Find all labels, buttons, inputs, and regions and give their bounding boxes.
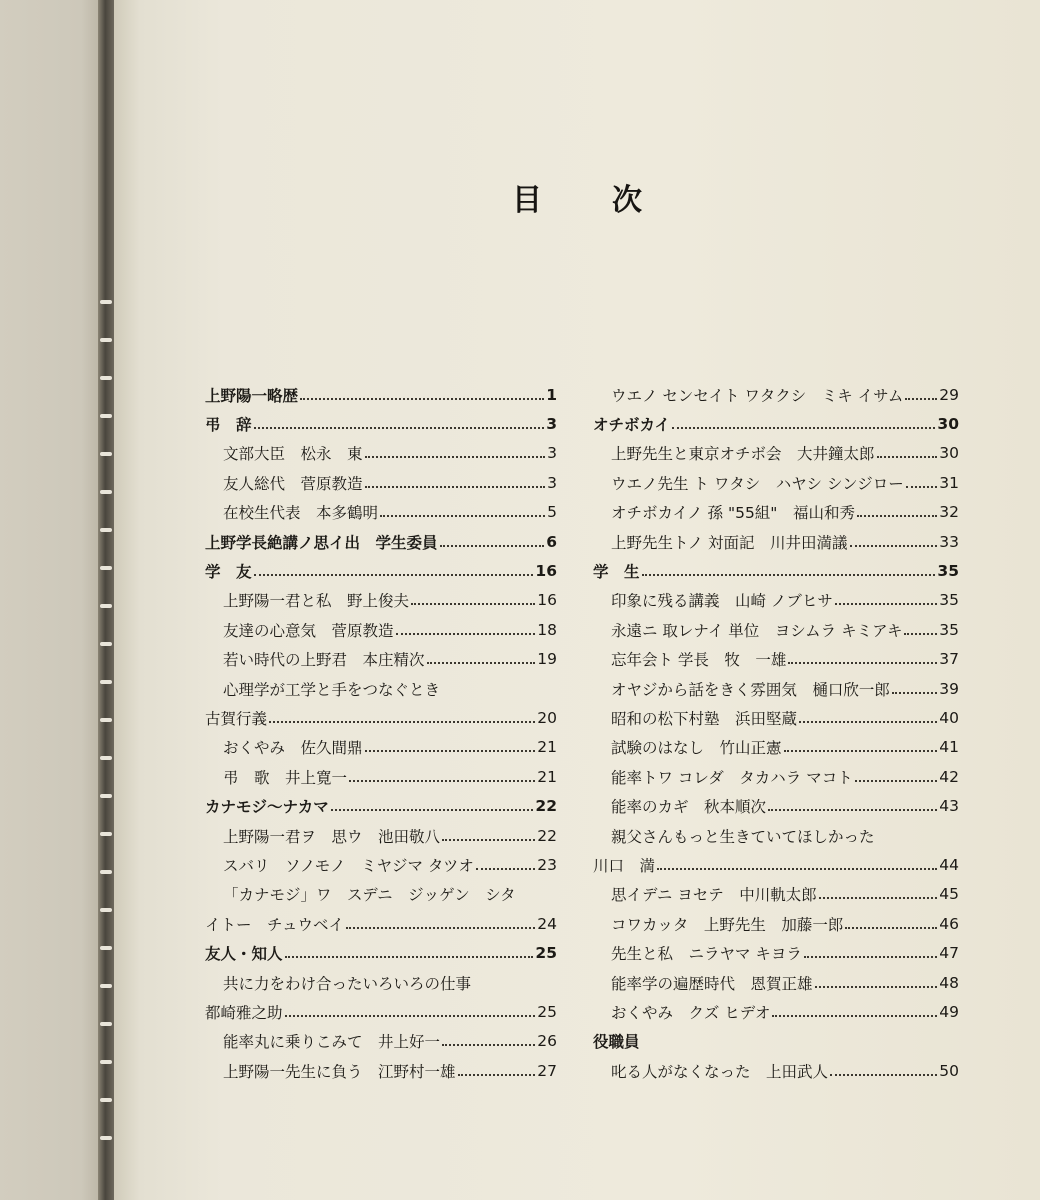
toc-dot-leader <box>458 1074 536 1076</box>
toc-entry <box>593 821 959 850</box>
toc-entry-title: 上野先生と東京オチボ会 大井鐘太郎 <box>611 445 875 464</box>
toc-dot-leader <box>905 398 937 400</box>
page-title <box>512 172 642 222</box>
toc-entry <box>593 645 959 674</box>
toc-dot-leader <box>285 1015 536 1017</box>
toc-entry <box>593 468 959 497</box>
toc-dot-leader <box>819 897 937 899</box>
toc-entry <box>593 380 959 409</box>
toc-dot-leader <box>285 956 534 958</box>
toc-entry-title: 試験のはなし 竹山正憲 <box>611 739 782 758</box>
toc-entry-title: 文部大臣 松永 東 <box>223 445 363 464</box>
title-char-2: 次 <box>612 183 642 218</box>
stitch-mark <box>100 604 112 608</box>
toc-page-number: 49 <box>939 1002 959 1021</box>
toc-page-number: 43 <box>939 797 959 816</box>
toc-entry <box>593 938 959 967</box>
toc-entry-title: 上野陽一先生に負う 江野村一雄 <box>223 1062 456 1081</box>
toc-dot-leader <box>365 456 546 458</box>
stitch-mark <box>100 870 112 874</box>
toc-page-number: 3 <box>546 415 557 434</box>
toc-dot-leader <box>835 603 937 605</box>
toc-dot-leader <box>442 1044 535 1046</box>
toc-dot-leader <box>476 868 535 870</box>
toc-entry-title: 能率のカギ 秋本順次 <box>611 798 767 817</box>
toc-entry-title: カナモジ～ナカマ <box>205 798 329 817</box>
toc-page-number: 24 <box>537 914 557 933</box>
stitch-mark <box>100 718 112 722</box>
toc-page-number: 25 <box>535 944 557 963</box>
toc-dot-leader <box>349 780 535 782</box>
toc-page-number: 41 <box>939 738 959 757</box>
toc-dot-leader <box>642 574 936 576</box>
toc-dot-leader <box>254 574 534 576</box>
toc-entry <box>205 439 557 468</box>
toc-entry-title: ウエノ先生 ト ワタシ ハヤシ シンジロー <box>611 474 904 493</box>
stitch-mark <box>100 984 112 988</box>
toc-page-number: 47 <box>939 944 959 963</box>
toc-entry-title: オヤジから話をきく雰囲気 樋口欣一郎 <box>611 680 890 699</box>
toc-entry-title: おくやみ クズ ヒデオ <box>611 1003 771 1022</box>
toc-entry-title: 能率学の遍歴時代 恩賀正雄 <box>611 974 813 993</box>
toc-entry-title: イトー チュウベイ <box>205 915 345 934</box>
toc-entry-title: 親父さんもっと生きていてほしかった <box>611 827 875 846</box>
left-page-edge <box>0 0 104 1200</box>
toc-page-number: 42 <box>939 767 959 786</box>
toc-entry <box>205 645 557 674</box>
toc-page-number: 33 <box>939 532 959 551</box>
toc-entry-title: 上野先生トノ 対面記 川井田満議 <box>611 533 848 552</box>
toc-page-number: 39 <box>939 679 959 698</box>
toc-dot-leader <box>850 545 938 547</box>
toc-dot-leader <box>411 603 535 605</box>
toc-entry <box>205 498 557 527</box>
toc-entry <box>593 586 959 615</box>
toc-entry-title: オチボカイ <box>593 416 671 435</box>
toc-entry-title: 上野陽一君ヲ 思ウ 池田敬八 <box>223 827 441 846</box>
toc-entry-title: 若い時代の上野君 本庄精次 <box>223 651 425 670</box>
toc-entry-title: 川口 満 <box>593 856 656 875</box>
toc-dot-leader <box>442 839 535 841</box>
toc-entry-title: 能率トワ コレダ タカハラ マコト <box>611 768 853 787</box>
toc-page-number: 1 <box>546 385 557 404</box>
toc-dot-leader <box>906 486 938 488</box>
toc-entry-title: 「カナモジ」ワ スデニ ジッゲン シタ <box>223 886 516 905</box>
toc-entry <box>205 762 557 791</box>
toc-page-number: 30 <box>939 444 959 463</box>
toc-dot-leader <box>855 780 938 782</box>
toc-page-number: 18 <box>537 620 557 639</box>
toc-entry <box>205 703 557 732</box>
toc-page-number: 35 <box>939 591 959 610</box>
toc-dot-leader <box>877 456 938 458</box>
toc-entry <box>593 703 959 732</box>
toc-entry <box>205 1027 557 1056</box>
toc-page-number: 48 <box>939 973 959 992</box>
toc-entry <box>593 791 959 820</box>
toc-entry-title: 印象に残る講義 山崎 ノブヒサ <box>611 592 833 611</box>
toc-dot-leader <box>300 398 544 400</box>
toc-page-number: 16 <box>535 562 557 581</box>
toc-page-number: 25 <box>537 1002 557 1021</box>
stitch-mark <box>100 490 112 494</box>
toc-entry <box>205 527 557 556</box>
toc-entry <box>205 586 557 615</box>
toc-entry <box>593 880 959 909</box>
toc-entry <box>205 997 557 1026</box>
stitch-mark <box>100 452 112 456</box>
toc-entry <box>593 968 959 997</box>
toc-dot-leader <box>857 515 937 517</box>
toc-page-number: 21 <box>537 767 557 786</box>
toc-entry-title: 忘年会ト 学長 牧 一雄 <box>611 651 787 670</box>
toc-entry-title: 役職員 <box>593 1033 640 1052</box>
stitch-mark <box>100 1136 112 1140</box>
toc-page-number: 23 <box>537 855 557 874</box>
stitch-mark <box>100 832 112 836</box>
toc-entry-title: 上野陽一略歴 <box>205 386 299 405</box>
toc-entry-title: オチボカイノ 孫 "55組" 福山和秀 <box>611 504 855 523</box>
toc-entry <box>205 615 557 644</box>
toc-entry <box>593 1027 959 1056</box>
toc-entry <box>593 909 959 938</box>
toc-dot-leader <box>396 633 536 635</box>
toc-entry <box>205 733 557 762</box>
toc-dot-leader <box>346 927 535 929</box>
toc-page-number: 19 <box>537 650 557 669</box>
toc-entry <box>205 938 557 967</box>
toc-entry <box>205 674 557 703</box>
toc-entry-title: 学 生 <box>593 563 640 582</box>
toc-page-number: 22 <box>535 797 557 816</box>
toc-entry-title: 都崎雅之助 <box>205 1003 283 1022</box>
toc-dot-leader <box>815 986 938 988</box>
toc-entry <box>593 733 959 762</box>
toc-entry <box>205 468 557 497</box>
toc-dot-leader <box>440 545 545 547</box>
toc-page-number: 32 <box>939 503 959 522</box>
toc-entry <box>205 556 557 585</box>
stitch-mark <box>100 794 112 798</box>
toc-entry <box>593 439 959 468</box>
toc-entry <box>205 409 557 438</box>
toc-entry-title: 学 友 <box>205 563 252 582</box>
toc-entry-title: 永遠ニ 取レナイ 単位 ヨシムラ キミアキ <box>611 621 903 640</box>
stitch-mark <box>100 414 112 418</box>
toc-entry <box>593 498 959 527</box>
stitch-mark <box>100 528 112 532</box>
toc-page-number: 5 <box>547 503 557 522</box>
toc-page-number: 31 <box>939 473 959 492</box>
toc-dot-leader <box>380 515 545 517</box>
toc-dot-leader <box>365 750 536 752</box>
toc-entry <box>593 556 959 585</box>
toc-page-number: 46 <box>939 914 959 933</box>
toc-dot-leader <box>788 662 937 664</box>
toc-entry-title: 友達の心意気 菅原教造 <box>223 621 394 640</box>
toc-page-number: 27 <box>537 1061 557 1080</box>
toc-page-number: 45 <box>939 885 959 904</box>
toc-entry-title: 心理学が工学と手をつなぐとき <box>223 680 441 699</box>
toc-entry-title: 弔 辞 <box>205 416 252 435</box>
toc-dot-leader <box>768 809 937 811</box>
toc-dot-leader <box>892 692 937 694</box>
toc-page-number: 29 <box>939 385 959 404</box>
stitch-mark <box>100 946 112 950</box>
toc-entry-title: 上野陽一君と私 野上俊夫 <box>223 592 410 611</box>
toc-entry <box>593 674 959 703</box>
toc-page-number: 22 <box>537 826 557 845</box>
title-char-1: 目 <box>512 183 542 218</box>
toc-entry <box>593 762 959 791</box>
toc-page-number: 21 <box>537 738 557 757</box>
stitch-mark <box>100 1098 112 1102</box>
toc-dot-leader <box>904 633 937 635</box>
toc-entry <box>205 850 557 879</box>
binding-gutter <box>98 0 114 1200</box>
toc-dot-leader <box>784 750 938 752</box>
toc-page-number: 3 <box>547 444 557 463</box>
stitch-mark <box>100 300 112 304</box>
toc-entry <box>205 968 557 997</box>
toc-dot-leader <box>427 662 536 664</box>
toc-dot-leader <box>331 809 534 811</box>
toc-entry <box>593 850 959 879</box>
toc-dot-leader <box>269 721 535 723</box>
toc-entry <box>205 909 557 938</box>
toc-entry-title: ウエノ センセイト ワタクシ ミキ イサム <box>611 386 904 405</box>
toc-dot-leader <box>657 868 937 870</box>
toc-entry-title: 友人総代 菅原教造 <box>223 474 363 493</box>
toc-entry <box>593 409 959 438</box>
toc-entry <box>593 527 959 556</box>
stitch-mark <box>100 338 112 342</box>
toc-entry <box>205 791 557 820</box>
toc-entry <box>205 821 557 850</box>
toc-page-number: 44 <box>939 855 959 874</box>
stitch-mark <box>100 1022 112 1026</box>
stitch-mark <box>100 642 112 646</box>
toc-entry-title: 叱る人がなくなった 上田武人 <box>611 1062 829 1081</box>
toc-entry <box>593 1056 959 1085</box>
toc-dot-leader <box>254 427 545 429</box>
toc-entry <box>205 880 557 909</box>
toc-dot-leader <box>804 956 937 958</box>
toc-page-number: 20 <box>537 708 557 727</box>
toc-dot-leader <box>830 1074 937 1076</box>
toc-page-number: 35 <box>937 562 959 581</box>
toc-entry-title: コワカッタ 上野先生 加藤一郎 <box>611 915 844 934</box>
toc-column-right <box>593 380 959 1085</box>
stitch-mark <box>100 566 112 570</box>
toc-entry <box>593 997 959 1026</box>
stitch-mark <box>100 680 112 684</box>
toc-entry-title: 思イデニ ヨセテ 中川軌太郎 <box>611 886 817 905</box>
toc-dot-leader <box>672 427 935 429</box>
toc-entry-title: 在校生代表 本多鶴明 <box>223 504 379 523</box>
toc-entry <box>205 380 557 409</box>
toc-entry <box>593 615 959 644</box>
toc-entry-title: 友人・知人 <box>205 945 283 964</box>
stitch-mark <box>100 756 112 760</box>
toc-entry-title: 共に力をわけ合ったいろいろの仕事 <box>223 974 472 993</box>
toc-entry-title: 古賀行義 <box>205 709 268 728</box>
stitch-mark <box>100 908 112 912</box>
stitch-mark <box>100 1060 112 1064</box>
toc-entry-title: スバリ ソノモノ ミヤジマ タツオ <box>223 856 474 875</box>
toc-entry-title: 弔 歌 井上寛一 <box>223 768 348 787</box>
toc-page-number: 35 <box>939 620 959 639</box>
toc-page-number: 37 <box>939 650 959 669</box>
toc-entry-title: 昭和の松下村塾 浜田堅蔵 <box>611 709 798 728</box>
toc-dot-leader <box>799 721 937 723</box>
toc-entry-title: おくやみ 佐久間鼎 <box>223 739 363 758</box>
toc-entry-title: 先生と私 ニラヤマ キヨラ <box>611 945 802 964</box>
toc-entry-title: 能率丸に乗りこみて 井上好一 <box>223 1033 441 1052</box>
toc-page-number: 40 <box>939 708 959 727</box>
toc-page-number: 26 <box>537 1032 557 1051</box>
toc-page-number: 30 <box>937 415 959 434</box>
toc-entry-title: 上野学長絶講ノ思イ出 学生委員 <box>205 533 438 552</box>
toc-page-number: 6 <box>546 532 557 551</box>
toc-dot-leader <box>772 1015 937 1017</box>
toc-dot-leader <box>845 927 937 929</box>
toc-page-number: 50 <box>939 1061 959 1080</box>
toc-entry <box>205 1056 557 1085</box>
toc-column-left <box>205 380 557 1085</box>
toc-page-number: 16 <box>537 591 557 610</box>
toc-page-number: 3 <box>547 473 557 492</box>
stitch-mark <box>100 376 112 380</box>
toc-dot-leader <box>365 486 546 488</box>
